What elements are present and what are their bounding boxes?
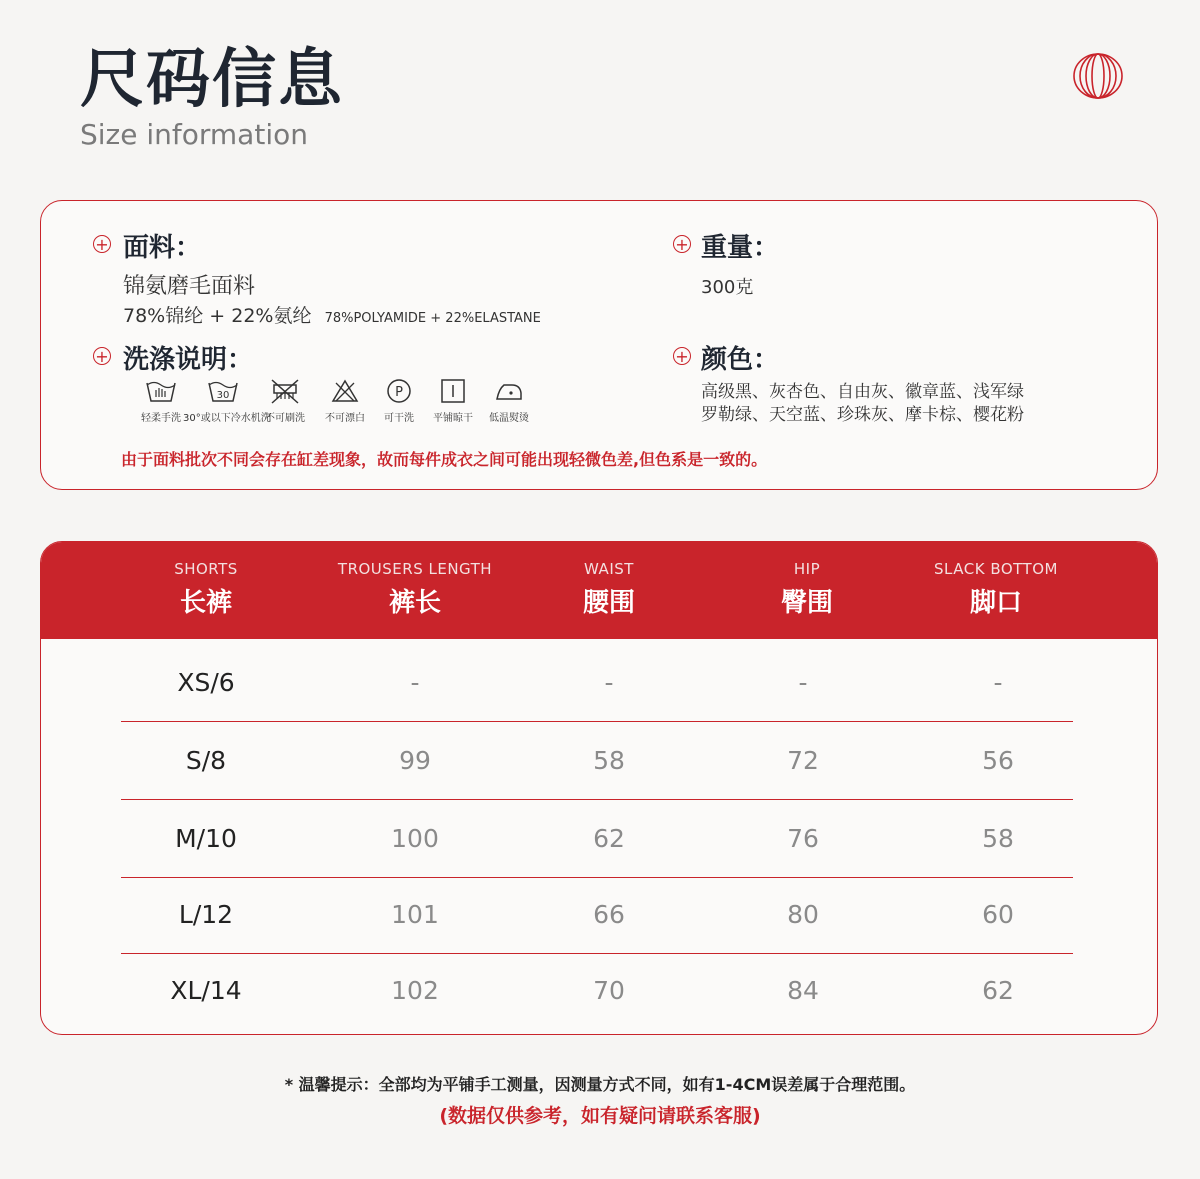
table-row: M/10 100 62 76 58 bbox=[121, 801, 1073, 878]
colors-title: 颜色： bbox=[701, 345, 780, 375]
colors-line-1: 高级黑、灰杏色、自由灰、徽章蓝、浅军绿 bbox=[701, 382, 1024, 402]
plus-circle-icon: + bbox=[673, 235, 691, 253]
fabric-name: 锦氨磨毛面料 bbox=[123, 274, 256, 299]
colors-list bbox=[701, 381, 1024, 427]
fabric-composition bbox=[123, 301, 541, 328]
plus-circle-icon: + bbox=[93, 347, 111, 365]
care-item: 轻柔手洗 bbox=[121, 377, 201, 424]
fabric-title: 面料： bbox=[123, 233, 202, 263]
measurement-tip: * 温馨提示：全部均为平铺手工测量，因测量方式不同，如有1-4CM误差属于合理范围。 bbox=[284, 1075, 916, 1094]
care-icons-row bbox=[121, 377, 581, 427]
no-brush-icon bbox=[268, 377, 302, 405]
svg-text:P: P bbox=[395, 385, 403, 400]
dry-clean-p-icon bbox=[382, 377, 416, 405]
page-title: 尺码信息 bbox=[80, 43, 344, 117]
product-info-card bbox=[40, 200, 1158, 490]
table-row: S/8 99 58 72 56 bbox=[121, 723, 1073, 800]
header-hip: HIP 臀围 bbox=[780, 560, 833, 618]
table-row: XL/14 102 70 84 62 bbox=[170, 976, 1014, 1005]
fabric-composition-en: 78%POLYAMIDE + 22%ELASTANE bbox=[324, 311, 541, 326]
fabric-composition-cn: 78%锦纶 + 22%氨纶 bbox=[123, 305, 312, 327]
no-bleach-icon bbox=[328, 377, 362, 405]
care-item: P 可干洗 bbox=[359, 377, 439, 424]
plus-circle-icon: + bbox=[93, 235, 111, 253]
page-subtitle: Size information bbox=[80, 118, 308, 151]
size-table-header bbox=[41, 542, 1157, 639]
table-row: L/12 101 66 80 60 bbox=[121, 877, 1073, 954]
care-item: 低温熨烫 bbox=[469, 377, 549, 424]
plus-circle-icon: + bbox=[673, 347, 691, 365]
low-iron-icon bbox=[492, 377, 526, 405]
flat-dry-shade-icon bbox=[436, 377, 470, 405]
header-slack-bottom: SLACK BOTTOM 脚口 bbox=[934, 560, 1058, 618]
wash-30-icon bbox=[206, 377, 240, 405]
reference-note: (数据仅供参考，如有疑问请联系客服) bbox=[439, 1105, 761, 1127]
weight-title: 重量： bbox=[701, 233, 780, 263]
color-difference-notice: 由于面料批次不同会存在缸差现象，故而每件成衣之间可能出现轻微色差,但色系是一致的。 bbox=[121, 450, 768, 469]
header-trousers-length: TROUSERS LENGTH 裤长 bbox=[337, 560, 493, 618]
colors-line-2: 罗勒绿、天空蓝、珍珠灰、摩卡棕、樱花粉 bbox=[701, 405, 1024, 425]
care-item: 不可漂白 bbox=[305, 377, 385, 424]
header-shorts: SHORTS 长裤 bbox=[174, 560, 238, 618]
care-item: 不可刷洗 bbox=[245, 377, 325, 424]
care-item: 30 30°或以下冷水机洗 bbox=[183, 377, 263, 424]
size-table bbox=[40, 541, 1158, 1035]
table-row: XS/6 - - - - bbox=[121, 645, 1073, 722]
care-title: 洗涤说明： bbox=[123, 345, 254, 375]
svg-text:30: 30 bbox=[216, 390, 230, 401]
concentric-ovals-logo-icon bbox=[1072, 50, 1124, 102]
header-waist: WAIST 腰围 bbox=[582, 560, 635, 618]
hand-wash-icon bbox=[144, 377, 178, 405]
weight-value: 300克 bbox=[701, 277, 754, 298]
care-item: 平铺晾干 bbox=[413, 377, 493, 424]
